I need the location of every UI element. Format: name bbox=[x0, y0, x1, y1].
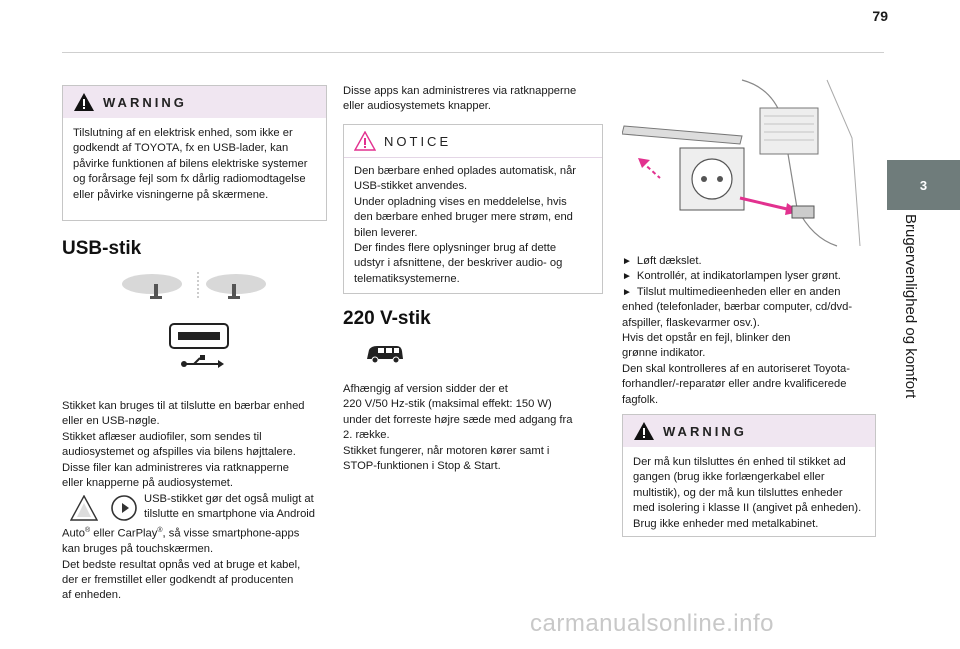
notice-body: Den bærbare enhed oplades automatisk, når USB-stikket anvendes. Under opladning vises en meddelelse, hvis den bærbare enhed bruger mere strøm, end bilen leverer. Der findes flere oplysninger brug af dette udstyr i afsnittene, der beskriver audio- og telematiksystemerne. bbox=[354, 165, 577, 285]
chapter-tab[interactable]: 3 bbox=[887, 160, 960, 210]
socket-illustration bbox=[622, 78, 877, 250]
carplay-icon bbox=[110, 494, 138, 522]
warning-header bbox=[63, 86, 326, 118]
notice-triangle-icon bbox=[354, 131, 376, 151]
android-auto-icon bbox=[70, 495, 98, 521]
warning-title-2: WARNING bbox=[663, 423, 747, 439]
v220-heading: 220 V-stik bbox=[343, 308, 431, 329]
warning-box-2 bbox=[622, 414, 876, 537]
usb-icon-text: USB-stikket gør det også muligt at tilslutte en smartphone via Android bbox=[144, 493, 316, 521]
warning-body-2: Der må kun tilsluttes én enhed til stikket ad gangen (brug ikke forlængerkabel eller multistik), og der må kun tilsluttes enheder med isolering i klasse II (angivet på enheden). Brug ikke enheder med metalkabinet. bbox=[633, 456, 862, 530]
van-icon bbox=[365, 343, 405, 365]
notice-title: NOTICE bbox=[384, 133, 452, 149]
top-rule bbox=[62, 52, 884, 53]
usb-location-illustration bbox=[114, 266, 274, 376]
warning-header-2 bbox=[623, 415, 875, 447]
warning-triangle-icon bbox=[73, 92, 95, 112]
warning-title: WARNING bbox=[103, 94, 187, 110]
notice-box bbox=[343, 124, 603, 294]
warning-triangle-icon bbox=[633, 421, 655, 441]
steps: ► Løft dækslet. ► Kontrollér, at indikatorlampen lyser grønt. ► Tilslut multimedieenheden eller en anden enhed (telefonlader, bærbar computer, cd/dvd- afspiller, flaskevarmer osv.). Hvis det opstår en fejl, blinker den grønne indikator. Den skal kontrolleres af en autoriseret Toyota- forhandler/-reparatør eller andre kvalificerede fagfolk. bbox=[622, 254, 877, 408]
warning-text: Tilslutning af en elektrisk enhed, som ikke er godkendt af TOYOTA, fx en USB-lader, kan påvirke funktionen af bilens elektriske systemer og forårsage fejl som fx dårlig radiomodtagelse eller påvirke visningerne på skærmene. bbox=[73, 127, 308, 201]
col2-intro: Disse apps kan administreres via ratknapperne eller audiosystemets knapper. bbox=[343, 85, 577, 113]
usb-heading: USB-stik bbox=[62, 238, 142, 259]
usb-body-text: Stikket kan bruges til at tilslutte en bærbar enhed eller en USB-nøgle. Stikket aflæser audiofiler, som sendes til audiosystemet og afspilles via bilens højttalere. Disse filer kan administreres via ratknapperne eller knapperne på audiosystemet. bbox=[62, 400, 305, 490]
chapter-title: Brugervenlighed og komfort bbox=[902, 214, 919, 399]
usb-tail-text: Auto® eller CarPlay®, så visse smartphone-apps kan bruges på touchskærmen. Det bedste resultat opnås ved at bruge et kabel, der er fremstillet eller godkendt af producenten af enheden. bbox=[62, 527, 301, 602]
v220-body-text: Afhængig af version sidder der et 220 V/50 Hz-stik (maksimal effekt: 150 W) under det forreste højre sæde med adgang fra 2. række. Stikket fungerer, når motoren kører samt i STOP-funktionen i Stop & Start. bbox=[343, 383, 573, 473]
warning-body bbox=[63, 118, 326, 209]
footer-watermark: carmanualsonline.info bbox=[530, 610, 774, 637]
notice-header bbox=[344, 125, 602, 158]
warning-box bbox=[62, 85, 327, 221]
page-number: 79 bbox=[872, 8, 888, 24]
